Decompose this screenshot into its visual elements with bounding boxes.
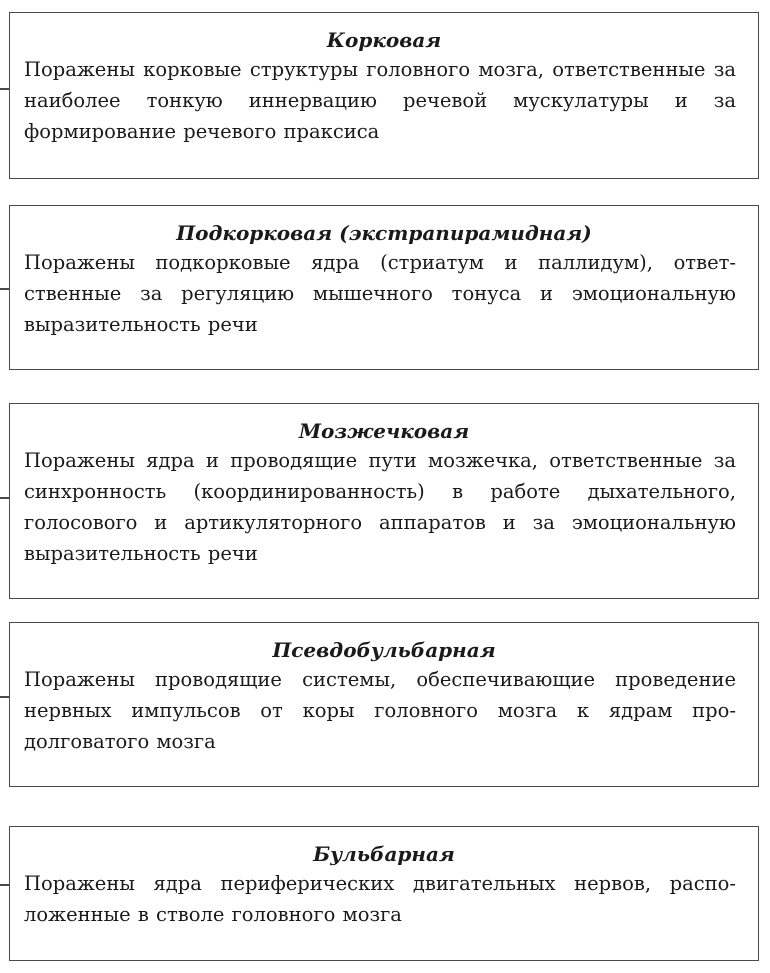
box-description: Поражены корковые структуры головного мозга, ответственные за наиболее тонкую иннервацию речевой мускулатуры и за формирование речевого праксиса (24, 58, 736, 143)
connector-line (0, 696, 9, 698)
box-description: Поражены ядра периферических двигательных нервов, расположенные в стволе головного мозга (24, 872, 736, 926)
box-description: Поражены проводящие системы, обеспечивающие проведение нервных импульсов от коры головного мозга к ядрам продолговатого мозга (24, 668, 736, 753)
box-title: Псевдобульбарная (272, 638, 496, 662)
connector-line (0, 88, 9, 90)
diagram-box-subcortical (9, 205, 759, 370)
diagram-box-pseudobulbar (9, 622, 759, 787)
diagram-box-cortical (9, 12, 759, 179)
box-title: Корковая (326, 28, 442, 52)
box-description: Поражены подкорковые ядра (стриатум и паллидум), ответственные за регуляцию мышечного тонуса и эмоциональную выразительность речи (24, 251, 736, 336)
box-title: Бульбарная (313, 842, 455, 866)
connector-line (0, 884, 9, 886)
box-title: Мозжечковая (298, 419, 470, 443)
box-description: Поражены ядра и проводящие пути мозжечка, ответственные за синхронность (координированность) в работе дыхательного, голосового и артикуляторного аппаратов и за эмоциональную выразительность речи (24, 449, 736, 565)
diagram-box-cerebellar (9, 403, 759, 599)
box-title: Подкорковая (экстрапирамидная) (176, 221, 592, 245)
connector-line (0, 497, 9, 499)
diagram-box-bulbar (9, 826, 759, 961)
connector-line (0, 288, 9, 290)
